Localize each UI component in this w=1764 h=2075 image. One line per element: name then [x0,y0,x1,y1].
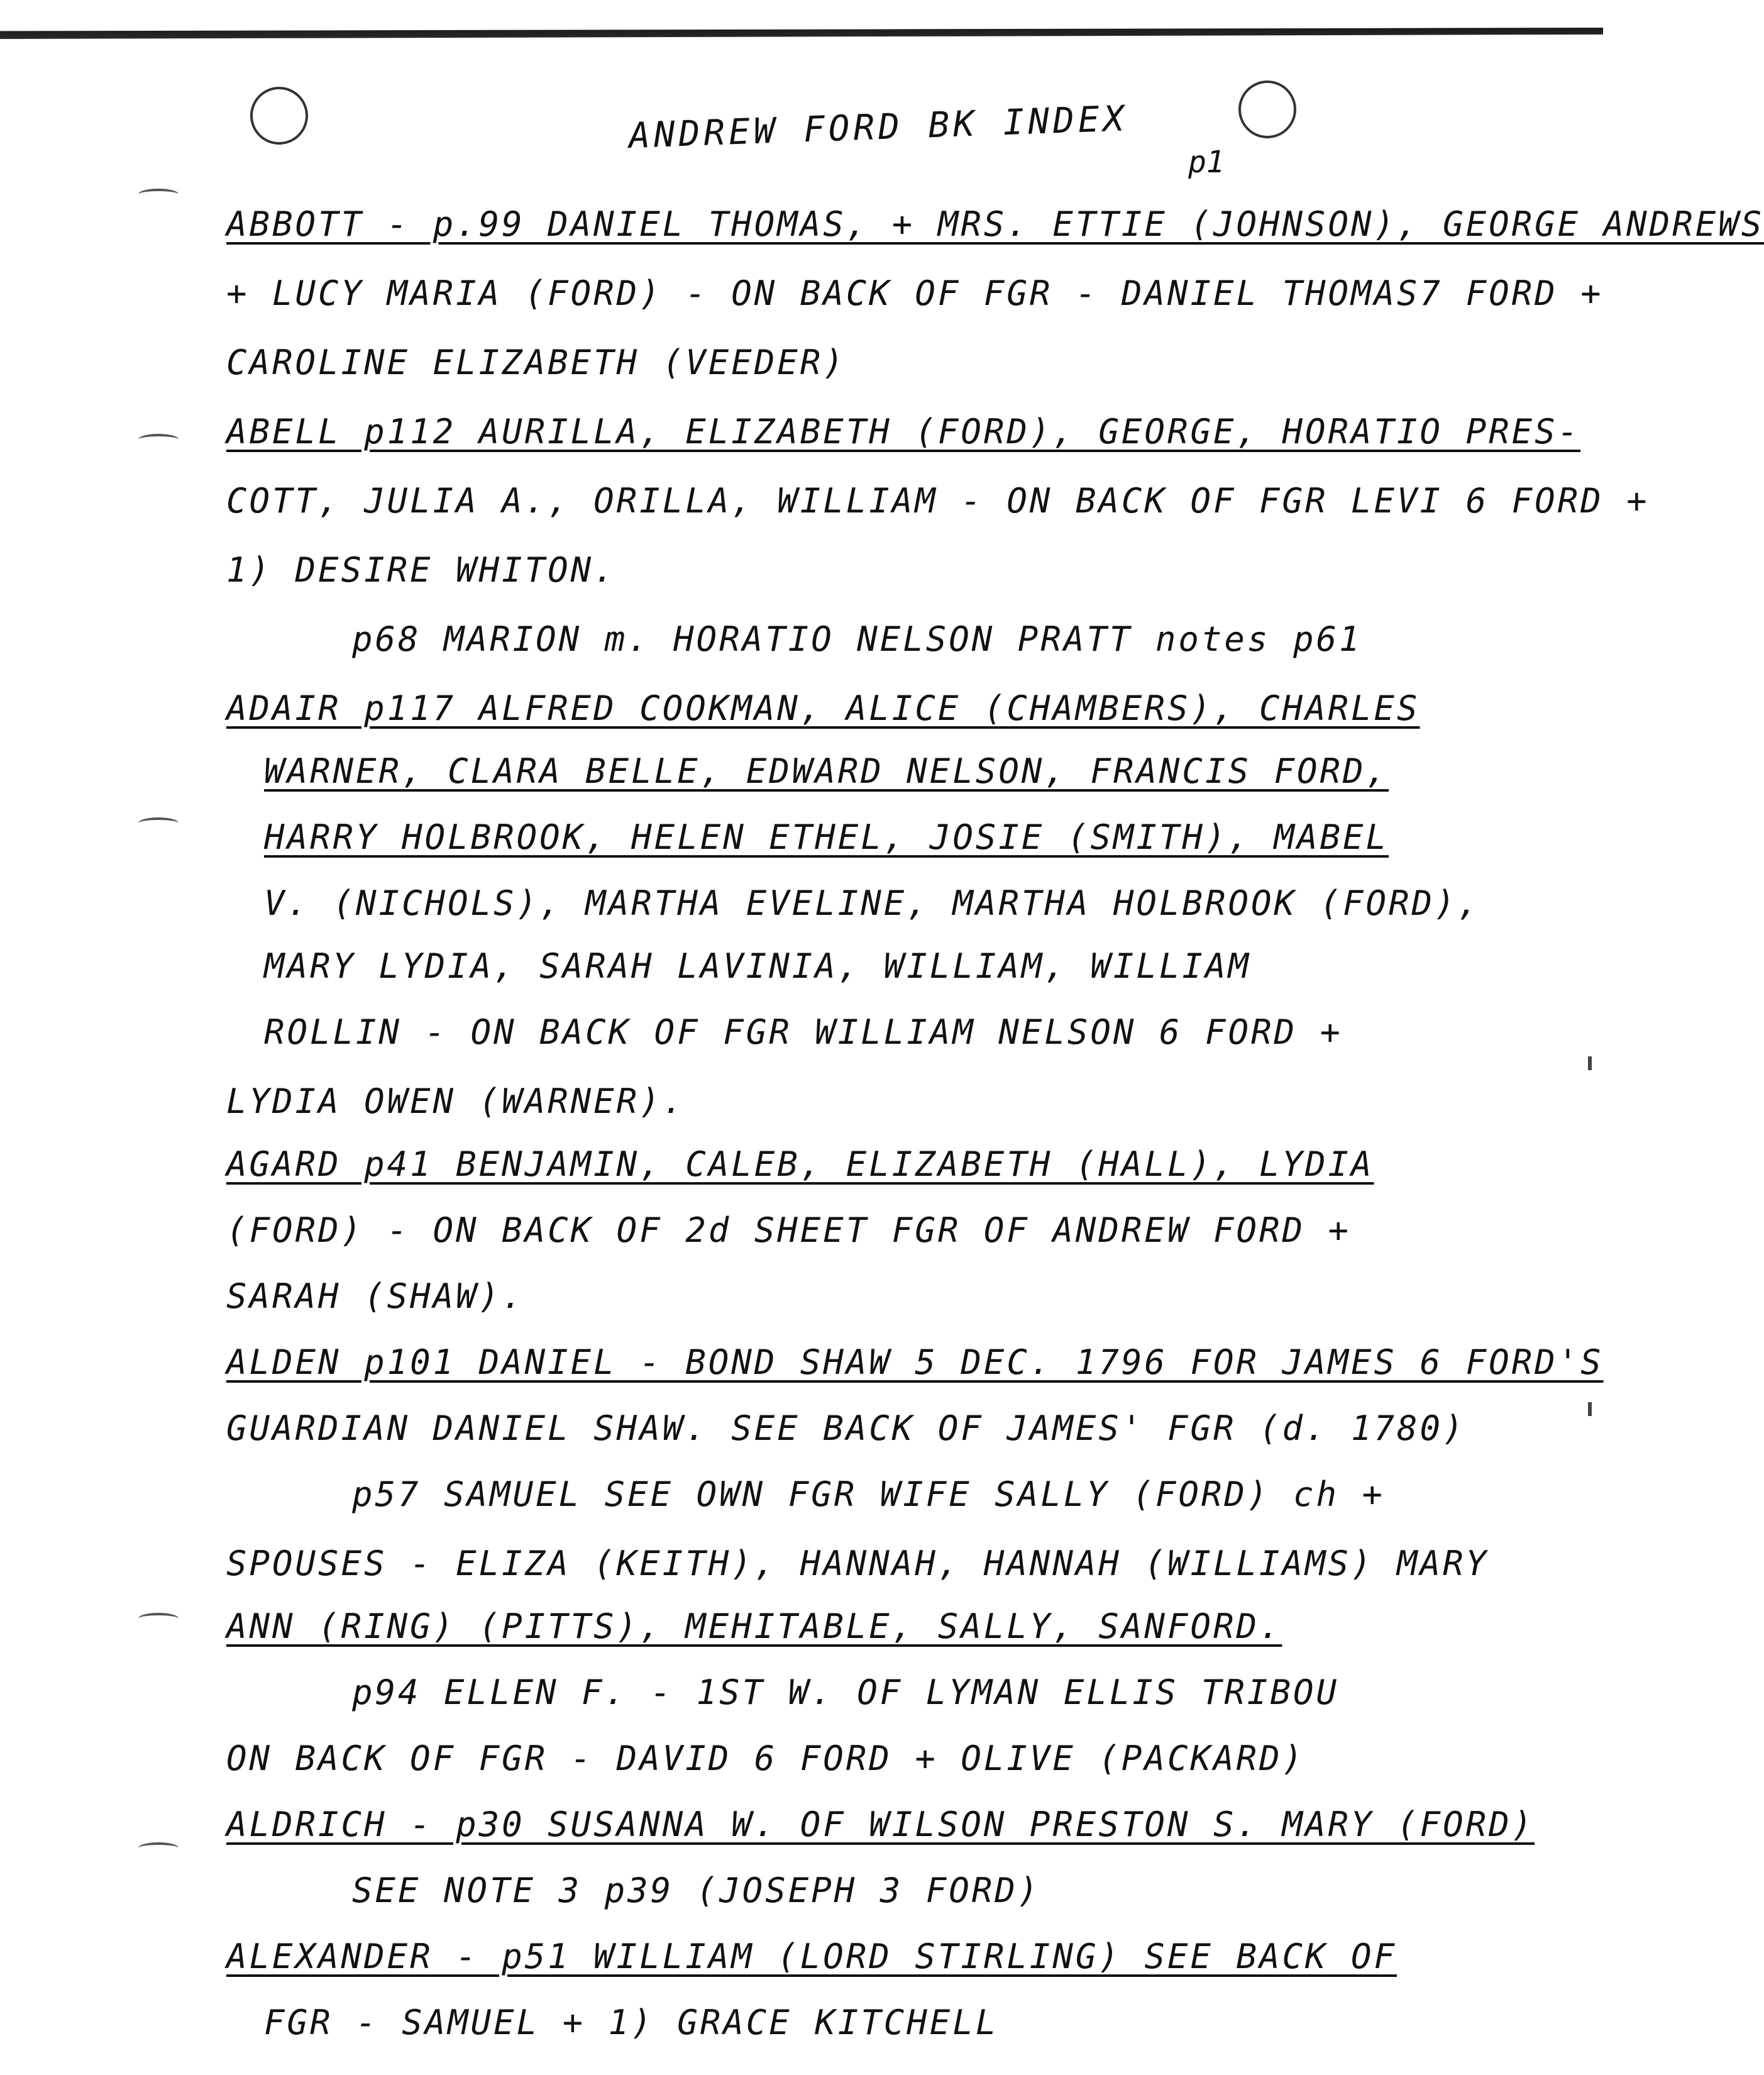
index-line: V. (NICHOLS), MARTHA EVELINE, MARTHA HOLBROOK (FORD), [264,883,1481,923]
binder-mark [138,1613,179,1624]
index-line: ABELL p112 AURILLA, ELIZABETH (FORD), GEORGE, HORATIO PRES- [226,412,1581,451]
punch-hole-left [250,87,308,145]
binder-mark [138,1842,179,1854]
index-line: LYDIA OWEN (WARNER). [226,1082,686,1121]
index-line: AGARD p41 BENJAMIN, CALEB, ELIZABETH (HALL), LYDIA [226,1144,1374,1184]
index-line: COTT, JULIA A., ORILLA, WILLIAM - ON BACK OF FGR LEVI 6 FORD + [226,481,1650,521]
index-line: SARAH (SHAW). [226,1276,525,1316]
binder-mark [138,817,179,829]
binder-mark [138,434,179,445]
index-line: SEE NOTE 3 p39 (JOSEPH 3 FORD) [352,1871,1041,1910]
index-line: p94 ELLEN F. - 1ST W. OF LYMAN ELLIS TRIBOU [352,1673,1339,1712]
index-line: ABBOTT - p.99 DANIEL THOMAS, + MRS. ETTIE (JOHNSON), GEORGE ANDREWS [226,204,1764,244]
page-title: ANDREW FORD BK INDEX [628,98,1129,157]
index-line: ALDRICH - p30 SUSANNA W. OF WILSON PRESTON S. MARY (FORD) [226,1805,1535,1844]
page-number: p1 [1188,145,1225,180]
index-line: ON BACK OF FGR - DAVID 6 FORD + OLIVE (PACKARD) [226,1739,1306,1778]
index-line: (FORD) - ON BACK OF 2d SHEET FGR OF ANDREW FORD + [226,1210,1352,1250]
index-line: FGR - SAMUEL + 1) GRACE KITCHELL [264,2003,999,2042]
index-line: SPOUSES - ELIZA (KEITH), HANNAH, HANNAH (WILLIAMS) MARY [226,1544,1489,1583]
index-line: HARRY HOLBROOK, HELEN ETHEL, JOSIE (SMITH), MABEL [264,817,1389,857]
index-line: p68 MARION m. HORATIO NELSON PRATT notes p61 [352,619,1362,659]
index-line: 1) DESIRE WHITON. [226,550,617,590]
index-line: ADAIR p117 ALFRED COOKMAN, ALICE (CHAMBERS), CHARLES [226,689,1420,728]
index-line: ALDEN p101 DANIEL - BOND SHAW 5 DEC. 1796 FOR JAMES 6 FORD'S [226,1342,1604,1382]
index-line: ALEXANDER - p51 WILLIAM (LORD STIRLING) SEE BACK OF [226,1937,1397,1976]
binder-mark [138,189,179,200]
index-line: + LUCY MARIA (FORD) - ON BACK OF FGR - DANIEL THOMAS7 FORD + [226,274,1604,313]
index-line: CAROLINE ELIZABETH (VEEDER) [226,343,846,382]
margin-mark [1588,1402,1592,1416]
index-line: p57 SAMUEL SEE OWN FGR WIFE SALLY (FORD) ch + [352,1475,1385,1514]
index-line: ANN (RING) (PITTS), MEHITABLE, SALLY, SANFORD. [226,1607,1282,1646]
punch-hole-right [1238,80,1296,138]
index-line: ROLLIN - ON BACK OF FGR WILLIAM NELSON 6 FORD + [264,1012,1343,1052]
index-line: GUARDIAN DANIEL SHAW. SEE BACK OF JAMES' FGR (d. 1780) [226,1408,1466,1448]
margin-mark [1588,1056,1592,1070]
index-line: WARNER, CLARA BELLE, EDWARD NELSON, FRANCIS FORD, [264,751,1389,791]
scan-edge-shadow [0,28,1603,39]
index-line: MARY LYDIA, SARAH LAVINIA, WILLIAM, WILLIAM [264,946,1251,986]
